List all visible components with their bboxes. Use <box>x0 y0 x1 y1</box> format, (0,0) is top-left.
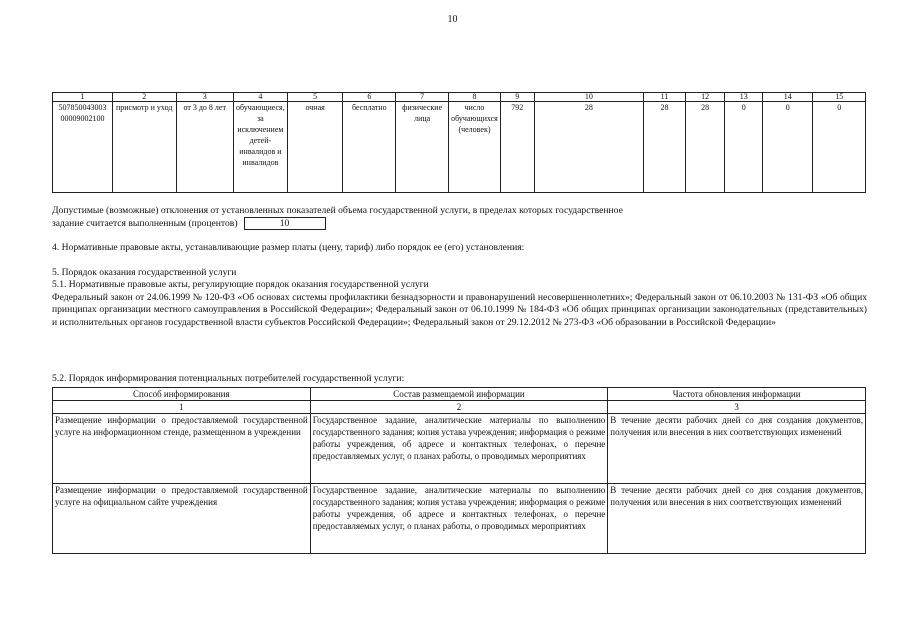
table-row <box>53 414 866 484</box>
frequency-cell: В течение десяти рабочих дней со дня создания документов, получения или внесения в них соответствующих изменений <box>608 484 866 554</box>
volume-indicators-table <box>52 92 866 193</box>
table-row <box>53 102 866 193</box>
informing-table <box>52 387 866 554</box>
deviation-value-box: 10 <box>244 217 326 230</box>
header-content: Состав размещаемой информации <box>310 388 608 401</box>
deviation-line-1: Допустимые (возможные) отклонения от установленных показателей объема государственной услуги, в пределах которых государственное <box>52 205 623 216</box>
table-header-row <box>53 388 866 401</box>
payment-type: бесплатно <box>343 102 396 193</box>
col-number: 3 <box>608 401 866 414</box>
section-5-heading: 5. Порядок оказания государственной услуги <box>52 267 237 278</box>
value-cell: 0 <box>813 102 866 193</box>
value-cell: 28 <box>534 102 644 193</box>
col-number: 9 <box>500 93 534 102</box>
col-number: 2 <box>112 93 176 102</box>
col-number: 11 <box>644 93 686 102</box>
method-cell: Размещение информации о предоставляемой государственной услуге на официальном сайте учреждения <box>53 484 311 554</box>
section-5-1-heading: 5.1. Нормативные правовые акты, регулирующие порядок оказания государственной услуги <box>52 279 429 290</box>
table-header-row <box>53 93 866 102</box>
table-number-row <box>53 401 866 414</box>
value-cell: 28 <box>685 102 725 193</box>
header-frequency: Частота обновления информации <box>608 388 866 401</box>
education-form: очная <box>287 102 343 193</box>
col-number: 5 <box>287 93 343 102</box>
table-row <box>53 484 866 554</box>
content-cell: Государственное задание, аналитические материалы по выполнению государственного задания; копия устава учреждения; информация о режиме работы учреждения, об адресе и контактных телефонах, о перечне предоставляемых услуг, о планах работы, о проводимых мероприятиях <box>310 414 608 484</box>
section-5-2-heading: 5.2. Порядок информирования потенциальных потребителей государственной услуги: <box>52 373 405 384</box>
col-number: 14 <box>763 93 813 102</box>
value-cell: 28 <box>644 102 686 193</box>
age-group: от 3 до 8 лет <box>176 102 233 193</box>
value-cell: 0 <box>725 102 763 193</box>
consumer-category: обучающиеся, за исключением детей-инвалидов и инвалидов <box>233 102 287 193</box>
value-cell: 0 <box>763 102 813 193</box>
col-number: 2 <box>310 401 608 414</box>
col-number: 3 <box>176 93 233 102</box>
col-number: 1 <box>53 401 311 414</box>
laws-paragraph: Федеральный закон от 24.06.1999 № 120-ФЗ «Об основах системы профилактики безнадзорности и правонарушений несовершеннолетних»; Федеральный закон от 06.10.2003 № 131-ФЗ «Об общих принципах организации местного самоуправления в Российской Федерации»; Федеральный закон от 06.10.1999 № 184-ФЗ «Об общих принципах организации законодательных (представительных) и исполнительных органов государственной власти субъектов Российской Федерации»; Федеральный закон от 29.12.2012 № 273-ФЗ «Об образовании в Российской Федерации» <box>52 292 867 328</box>
col-number: 6 <box>343 93 396 102</box>
unit-code: 792 <box>500 102 534 193</box>
col-number: 10 <box>534 93 644 102</box>
col-number: 7 <box>396 93 449 102</box>
col-number: 4 <box>233 93 287 102</box>
col-number: 13 <box>725 93 763 102</box>
frequency-cell: В течение десяти рабочих дней со дня создания документов, получения или внесения в них соответствующих изменений <box>608 414 866 484</box>
service-content: присмотр и уход <box>112 102 176 193</box>
section-4-heading: 4. Нормативные правовые акты, устанавливающие размер платы (цену, тариф) либо порядок ее (его) установления: <box>52 242 525 253</box>
method-cell: Размещение информации о предоставляемой государственной услуге на информационном стенде, размещенном в учреждении <box>53 414 311 484</box>
deviation-paragraph <box>52 205 867 231</box>
deviation-line-2: задание считается выполненным (процентов) <box>52 218 238 230</box>
header-method: Способ информирования <box>53 388 311 401</box>
content-cell: Государственное задание, аналитические материалы по выполнению государственного задания; копия устава учреждения; информация о режиме работы учреждения, об адресе и контактных телефонах, о перечне предоставляемых услуг, о планах работы, о проводимых мероприятиях <box>310 484 608 554</box>
col-number: 12 <box>685 93 725 102</box>
col-number: 8 <box>449 93 501 102</box>
indicator-name: число обучающихся (человек) <box>449 102 501 193</box>
registry-number: 507850043003 00009002100 <box>53 102 113 193</box>
col-number: 15 <box>813 93 866 102</box>
consumers: физические лица <box>396 102 449 193</box>
col-number: 1 <box>53 93 113 102</box>
page-number: 10 <box>447 14 458 25</box>
